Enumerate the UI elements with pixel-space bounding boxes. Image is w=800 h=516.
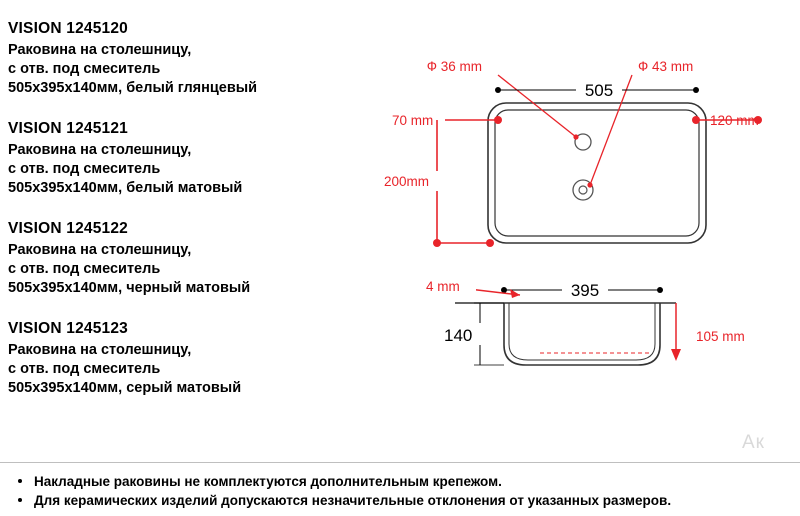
width-505-right-marker [693,87,699,93]
note-text: Для керамических изделий допускаются незначительные отклонения от указанных размеров. [34,493,672,508]
width-395-left-marker [501,287,507,293]
product-description-line: Раковина на столешницу, [8,42,192,58]
width-395-right-marker [657,287,663,293]
bullet-icon [18,498,22,502]
drain-hole-inner [579,186,587,194]
product-description-line: с отв. под смеситель [8,61,161,77]
diameter-36-leader-dot [573,134,578,139]
diameter-36-label: Ф 36 mm [426,59,482,74]
height-140-label: 140 [444,326,473,345]
bottom-divider [0,462,800,463]
product-description-line: с отв. под смеситель [8,161,161,177]
product-entry [8,320,368,398]
product-description-line: 505х395х140мм, серый матовый [8,380,242,396]
offset-200-label: 200mm [384,174,430,189]
product-entry [8,220,368,298]
width-505-left-marker [495,87,501,93]
product-entry [8,120,368,198]
product-title: VISION 1245120 [8,20,128,37]
offset-200-bottom-right-marker [486,239,494,247]
width-505-label: 505 [584,81,614,100]
product-list [8,20,368,420]
product-entry [8,20,368,98]
product-description-line: 505х395х140мм, белый глянцевый [8,80,258,96]
offset-120-left-marker [692,116,700,124]
note-item [8,472,788,491]
basin-top-inner-outline [495,110,699,236]
product-description-line: 505х395х140мм, черный матовый [8,280,251,296]
diameter-43-leader-dot [587,182,592,187]
note-item [8,491,788,510]
watermark: Ак [742,432,765,453]
thickness-4-label: 4 mm [426,279,460,294]
offset-70-right-marker [494,116,502,124]
depth-105-arrowhead [671,349,681,361]
product-description-line: 505х395х140мм, белый матовый [8,180,243,196]
basin-side-inner-outline [509,303,655,360]
notes-list [8,472,788,510]
diameter-43-label: Ф 43 mm [638,59,694,74]
offset-70-label: 70 mm [392,113,434,128]
basin-side-outline [504,303,660,365]
product-description-line: с отв. под смеситель [8,261,161,277]
note-text: Накладные раковины не комплектуются дополнительным крепежом. [34,474,502,489]
product-description-line: с отв. под смеситель [8,361,161,377]
product-description-line: Раковина на столешницу, [8,242,192,258]
product-description-line: Раковина на столешницу, [8,342,192,358]
offset-120-label: 120 mm [710,113,759,128]
product-title: VISION 1245121 [8,120,128,137]
product-title: VISION 1245123 [8,320,128,337]
bullet-icon [18,479,22,483]
diameter-36-leader [498,75,576,137]
product-title: VISION 1245122 [8,220,128,237]
product-description-line: Раковина на столешницу, [8,142,192,158]
technical-drawing [380,45,800,455]
width-395-label: 395 [570,281,600,300]
basin-top-outline [488,103,706,243]
depth-105-label: 105 mm [696,329,745,344]
